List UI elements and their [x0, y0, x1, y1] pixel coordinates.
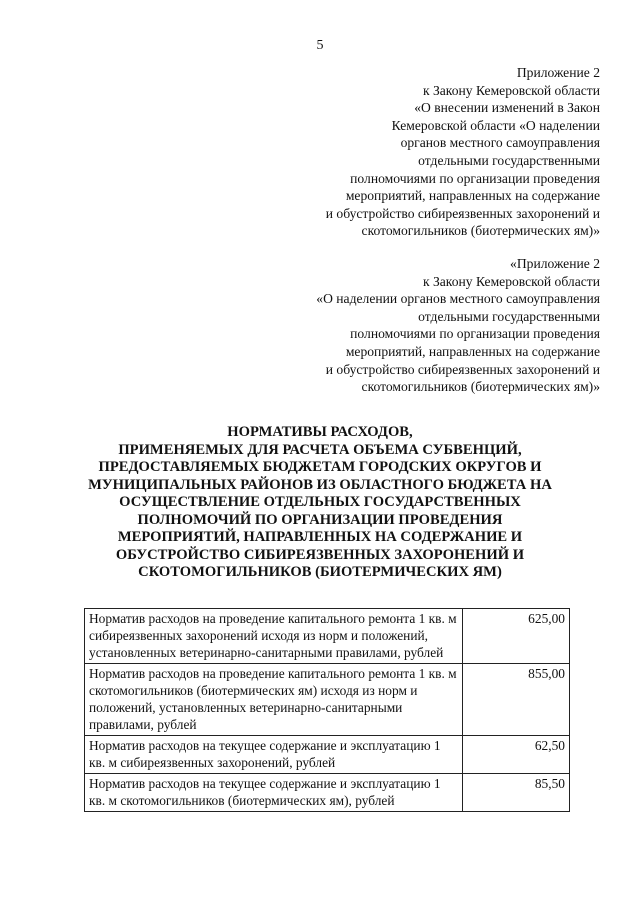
norm-description: Норматив расходов на проведение капитального ремонта 1 кв. м сибиреязвенных захоронений исходя из норм и положений, установленных ветеринарно-санитарными правилами, рублей: [85, 609, 463, 664]
table-row: [85, 609, 570, 664]
title-line: ОБУСТРОЙСТВО СИБИРЕЯЗВЕННЫХ ЗАХОРОНЕНИЙ И: [115, 546, 525, 563]
norms-table: [84, 608, 570, 812]
title-line: МУНИЦИПАЛЬНЫХ РАЙОНОВ ИЗ ОБЛАСТНОГО БЮДЖЕТА НА: [88, 476, 552, 493]
norm-description: Норматив расходов на текущее содержание и эксплуатацию 1 кв. м сибиреязвенных захоронений, рублей: [85, 736, 463, 774]
appendix-line: полномочиями по организации проведения: [350, 170, 600, 186]
appendix-line: Приложение 2: [516, 65, 600, 80]
appendix-line: к Закону Кемеровской области: [422, 273, 600, 289]
norm-description: Норматив расходов на текущее содержание и эксплуатацию 1 кв. м скотомогильников (биотермических ям), рублей: [85, 774, 463, 812]
title-line: МЕРОПРИЯТИЙ, НАПРАВЛЕННЫХ НА СОДЕРЖАНИЕ И: [117, 529, 523, 545]
norm-description: Норматив расходов на проведение капитального ремонта 1 кв. м скотомогильников (биотермических ям) исходя из норм и положений, установленных ветеринарно-санитарными правилами, рублей: [85, 664, 463, 736]
appendix-line: отдельными государственными: [418, 152, 600, 168]
appendix-line: скотомогильников (биотермических ям)»: [361, 379, 600, 395]
appendix-line: мероприятий, направленных на содержание: [345, 188, 600, 204]
norm-value: 62,50: [462, 736, 569, 774]
appendix-line: «О внесении изменений в Закон: [414, 100, 600, 116]
title-line: ОСУЩЕСТВЛЕНИЕ ОТДЕЛЬНЫХ ГОСУДАРСТВЕННЫХ: [119, 494, 521, 510]
document-title: [70, 424, 570, 582]
appendix-line: «О наделении органов местного самоуправления: [316, 291, 600, 307]
appendix-original-header: [260, 255, 600, 396]
appendix-line: Кемеровской области «О наделении: [391, 117, 600, 133]
appendix-line: мероприятий, направленных на содержание: [345, 343, 600, 359]
title-line: СКОТОМОГИЛЬНИКОВ (БИОТЕРМИЧЕСКИХ ЯМ): [138, 564, 502, 580]
norm-value: 855,00: [462, 664, 569, 736]
title-line: НОРМАТИВЫ РАСХОДОВ,: [227, 424, 413, 440]
norm-value: 625,00: [462, 609, 569, 664]
table-row: [85, 664, 570, 736]
appendix-line: полномочиями по организации проведения: [350, 326, 600, 342]
appendix-line: отдельными государственными: [418, 308, 600, 324]
title-line: ПРИМЕНЯЕМЫХ ДЛЯ РАСЧЕТА ОБЪЕМА СУБВЕНЦИЙ,: [118, 441, 522, 458]
title-line: ПОЛНОМОЧИЙ ПО ОРГАНИЗАЦИИ ПРОВЕДЕНИЯ: [137, 511, 503, 528]
page-number: 5: [316, 38, 324, 53]
appendix-amending-header: [260, 64, 600, 240]
table-row: [85, 774, 570, 812]
appendix-line: и обустройство сибиреязвенных захоронений и: [325, 361, 600, 377]
appendix-line: скотомогильников (биотермических ям)»: [361, 223, 600, 239]
table-row: [85, 736, 570, 774]
appendix-line: и обустройство сибиреязвенных захоронений и: [325, 205, 600, 221]
appendix-line: к Закону Кемеровской области: [422, 82, 600, 98]
title-line: ПРЕДОСТАВЛЯЕМЫХ БЮДЖЕТАМ ГОРОДСКИХ ОКРУГОВ И: [98, 459, 542, 475]
appendix-line: органов местного самоуправления: [400, 135, 600, 151]
norm-value: 85,50: [462, 774, 569, 812]
appendix-line: «Приложение 2: [510, 256, 600, 271]
